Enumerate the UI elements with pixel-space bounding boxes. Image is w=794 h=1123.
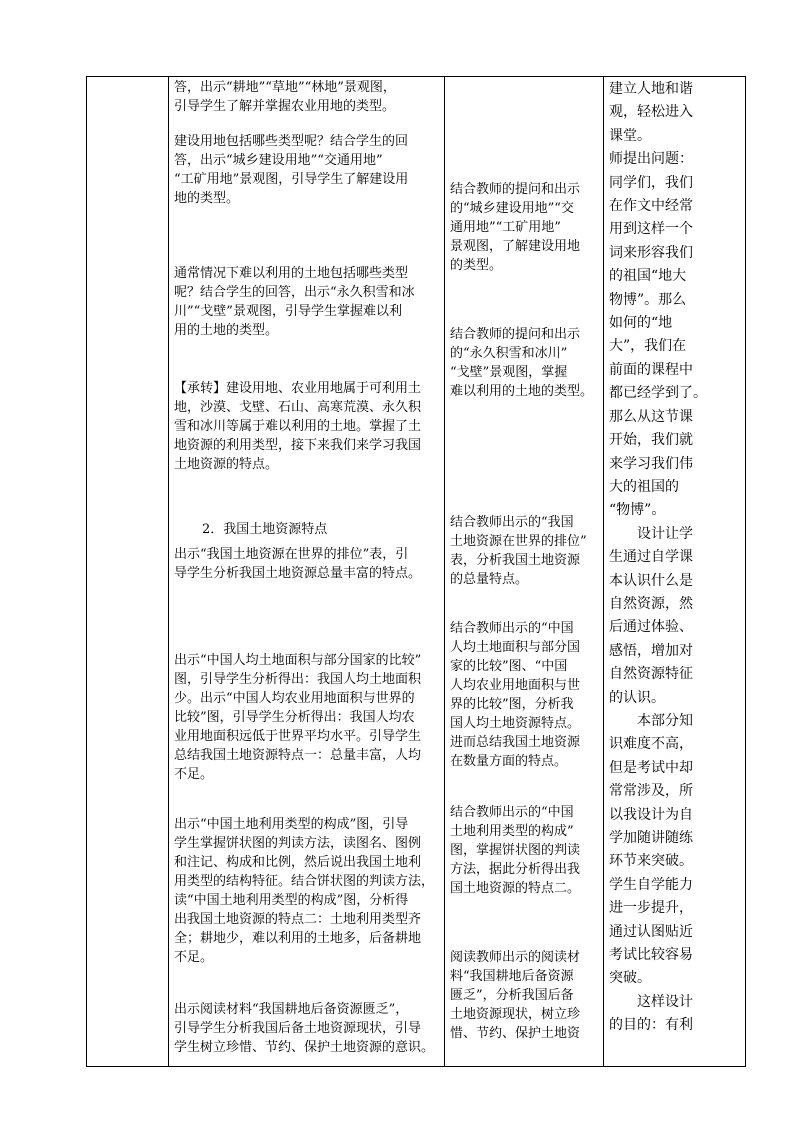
paragraph-total-resources xyxy=(174,545,442,583)
text-line: 后通过体验、 xyxy=(609,619,693,636)
text-line: 雪和冰川等属于难以利用的土地。掌握了土 xyxy=(174,419,422,434)
text-line: 少。出示“中国人均农业用地面积与世界的 xyxy=(174,691,415,706)
text-line: 家的比较”图、“中国 xyxy=(450,659,568,674)
text-line: 答，出示“城乡建设用地”“交通用地” xyxy=(174,153,383,168)
text-line: 学生树立珍惜、节约、保护土地资源的意识。 xyxy=(174,1040,435,1055)
text-line: 的总量特点。 xyxy=(450,572,529,587)
text-line: 前面的课程中 xyxy=(609,361,693,378)
paragraph-student-total xyxy=(450,513,600,589)
text-line: 环节来突破。 xyxy=(609,853,693,870)
text-line: 来学习我们伟 xyxy=(609,455,693,472)
text-line: 答，出示“耕地”“草地”“林地”景观图， xyxy=(174,80,396,95)
paragraph-student-per-capita xyxy=(450,619,600,771)
paragraph-student-reading xyxy=(450,948,600,1043)
text-line: 通过认图贴近 xyxy=(609,923,693,940)
text-line: 结合教师出示的“我国 xyxy=(450,515,574,530)
text-line: 表，分析我国土地资源 xyxy=(450,553,581,568)
text-line: 土地资源的特点。 xyxy=(174,457,279,472)
text-line: “物博”。 xyxy=(609,502,666,519)
text-line: 国土地资源的特点二。 xyxy=(450,881,581,896)
text-line: “工矿用地”景观图，引导学生了解建设用 xyxy=(174,172,409,187)
text-line: 地，沙漠、戈壁、石山、高寒荒漠、永久积 xyxy=(174,400,422,415)
paragraph-student-unusable xyxy=(450,325,600,401)
paragraph-construction-land xyxy=(174,132,442,208)
text-line: 物博”。那么 xyxy=(609,291,687,308)
paragraph-reading-material xyxy=(174,1000,442,1057)
text-line: 人均土地面积与部分国 xyxy=(450,640,581,655)
text-line: 的认识。 xyxy=(609,689,665,706)
text-line: 呢？结合学生的回答，出示“永久积雪和冰 xyxy=(174,285,415,300)
text-line: 常常涉及，所 xyxy=(609,783,693,800)
column-divider-3 xyxy=(603,76,604,1067)
text-line: 不足。 xyxy=(174,950,214,965)
text-line: 考试比较容易 xyxy=(609,947,693,964)
text-line: 地资源的利用类型，接下来我们来学习我国 xyxy=(174,438,422,453)
paragraph-transition xyxy=(174,379,442,474)
text-line: 引导学生分析我国后备土地资源现状，引导 xyxy=(174,1021,422,1036)
text-line: 自然资源，然 xyxy=(609,595,693,612)
paragraph-farmland-intro xyxy=(174,78,442,116)
text-line: 用类型的结构特征。结合饼状图的判读方法， xyxy=(174,874,435,889)
paragraph-student-pie-chart xyxy=(450,803,600,898)
text-line: 以我设计为自 xyxy=(609,806,693,823)
text-line: 师提出问题： xyxy=(609,151,693,168)
text-line: “戈壁”景观图，掌握 xyxy=(450,365,568,380)
text-line: 出示“中国人均土地面积与部分国家的比较” xyxy=(174,653,422,668)
text-line: 那么从这节课 xyxy=(609,408,693,425)
text-line: 突破。 xyxy=(609,970,651,987)
text-line: 学加随讲随练 xyxy=(609,830,693,846)
text-line: 进而总结我国土地资源 xyxy=(450,735,581,750)
text-line: 2．我国土地资源特点 xyxy=(202,522,328,537)
text-line: 的“永久积雪和冰川” xyxy=(450,346,568,361)
text-line: 的祖国“地大 xyxy=(609,268,687,285)
text-line: 生通过自学课 xyxy=(609,549,693,566)
text-line: 出示“我国土地资源在世界的排位”表，引 xyxy=(174,547,409,562)
text-line: 建立人地和谐 xyxy=(609,81,693,97)
text-line: 土地资源现状，树立珍 xyxy=(450,1007,581,1022)
text-line: 景观图，了解建设用地 xyxy=(450,239,581,254)
text-line: 这样设计 xyxy=(637,993,693,1010)
text-line: 结合教师的提问和出示 xyxy=(450,182,581,197)
table-border-bottom xyxy=(86,1066,745,1067)
text-line: 大”，我们在 xyxy=(609,338,687,355)
table-border-top xyxy=(86,76,745,77)
text-line: 观，轻松进入 xyxy=(609,104,693,121)
text-line: 引导学生了解并掌握农业用地的类型。 xyxy=(174,99,396,114)
text-line: 和注记、构成和比例，然后说出我国土地利 xyxy=(174,855,422,870)
text-line: 总结我国土地资源特点一：总量丰富，人均 xyxy=(174,748,422,763)
text-line: 本部分知 xyxy=(637,712,693,729)
paragraph-pie-chart xyxy=(174,815,442,967)
text-line: 匮乏”，分析我国后备 xyxy=(450,988,574,1003)
text-line: 界的比较”图，分析我 xyxy=(450,697,574,712)
paragraph-per-capita xyxy=(174,651,442,784)
text-line: 图，引导学生分析得出：我国人均土地面积 xyxy=(174,672,422,687)
text-line: 比较”图，引导学生分析得出：我国人均农 xyxy=(174,710,415,725)
text-line: 出示阅读材料“我国耕地后备资源匮乏”， xyxy=(174,1002,409,1017)
text-line: 结合教师出示的“中国 xyxy=(450,621,574,636)
text-line: 全；耕地少，难以利用的土地多，后备耕地 xyxy=(174,931,422,946)
text-line: 都已经学到了。 xyxy=(609,385,707,402)
column-divider-1 xyxy=(168,76,169,1067)
text-line: 川”“戈壁”景观图，引导学生掌握难以利 xyxy=(174,304,402,319)
text-line: 料“我国耕地后备资源 xyxy=(450,969,574,984)
text-line: 土地资源在世界的排位” xyxy=(450,534,587,549)
text-line: 结合教师的提问和出示 xyxy=(450,327,581,342)
table-border-left xyxy=(86,76,87,1067)
text-line: 自然资源特征 xyxy=(609,666,693,683)
section-heading xyxy=(202,520,442,539)
text-line: 建设用地包括哪些类型呢？结合学生的回 xyxy=(174,134,409,149)
text-line: 结合教师出示的“中国 xyxy=(450,805,574,820)
table-border-right xyxy=(745,76,746,1067)
text-line: 难以利用的土地的类型。 xyxy=(450,384,594,399)
paragraph-unusable-land xyxy=(174,264,442,340)
text-line: 识难度不高， xyxy=(609,736,693,753)
text-line: 国人均土地资源特点。 xyxy=(450,716,581,731)
text-line: 阅读教师出示的阅读材 xyxy=(450,950,581,965)
text-line: 进一步提升， xyxy=(609,900,693,917)
text-line: 设计让学 xyxy=(637,525,693,542)
text-line: 学生掌握饼状图的判读方法，读图名、图例 xyxy=(174,836,422,851)
text-line: 大的祖国的 xyxy=(609,478,679,495)
paragraph-design-intent xyxy=(609,78,705,1038)
text-line: 如何的“地 xyxy=(609,315,673,332)
text-line: 导学生分析我国土地资源总量丰富的特点。 xyxy=(174,566,422,581)
text-line: 业用地面积远低于世界平均水平。引导学生 xyxy=(174,729,422,744)
text-line: 但是考试中却 xyxy=(609,759,693,776)
text-line: 人均农业用地面积与世 xyxy=(450,678,581,693)
text-line: 本认识什么是 xyxy=(609,572,693,589)
text-line: 的“城乡建设用地”“交 xyxy=(450,201,574,216)
text-line: 同学们，我们 xyxy=(609,174,693,191)
text-line: 学生自学能力 xyxy=(609,876,693,893)
text-line: 【承转】建设用地、农业用地属于可利用土 xyxy=(174,381,422,396)
text-line: 不足。 xyxy=(174,767,214,782)
text-line: 的目的：有利 xyxy=(609,1017,693,1034)
text-line: 图，掌握饼状图的判读 xyxy=(450,843,581,858)
text-line: 惜、节约、保护土地资 xyxy=(450,1026,581,1041)
text-line: 地的类型。 xyxy=(174,191,240,206)
text-line: 出示“中国土地利用类型的构成”图，引导 xyxy=(174,817,409,832)
text-line: 通用地”“工矿用地” xyxy=(450,220,561,235)
column-divider-2 xyxy=(444,76,445,1067)
text-line: 方法，据此分析得出我 xyxy=(450,862,581,877)
text-line: 通常情况下难以利用的土地包括哪些类型 xyxy=(174,266,409,281)
text-line: 在作文中经常 xyxy=(609,198,693,215)
text-line: 用到这样一个 xyxy=(609,221,693,238)
text-line: 出我国土地资源的特点二：土地利用类型齐 xyxy=(174,912,422,927)
text-line: 的类型。 xyxy=(450,258,503,273)
text-line: 读“中国土地利用类型的构成”图，分析得 xyxy=(174,893,409,908)
paragraph-student-construction xyxy=(450,180,600,275)
text-line: 词来形容我们 xyxy=(609,244,693,261)
text-line: 土地利用类型的构成” xyxy=(450,824,574,839)
text-line: 在数量方面的特点。 xyxy=(450,754,568,769)
text-line: 开始，我们就 xyxy=(609,432,693,449)
text-line: 用的土地的类型。 xyxy=(174,323,279,338)
text-line: 课堂。 xyxy=(609,127,651,144)
text-line: 感悟，增加对 xyxy=(609,642,693,659)
